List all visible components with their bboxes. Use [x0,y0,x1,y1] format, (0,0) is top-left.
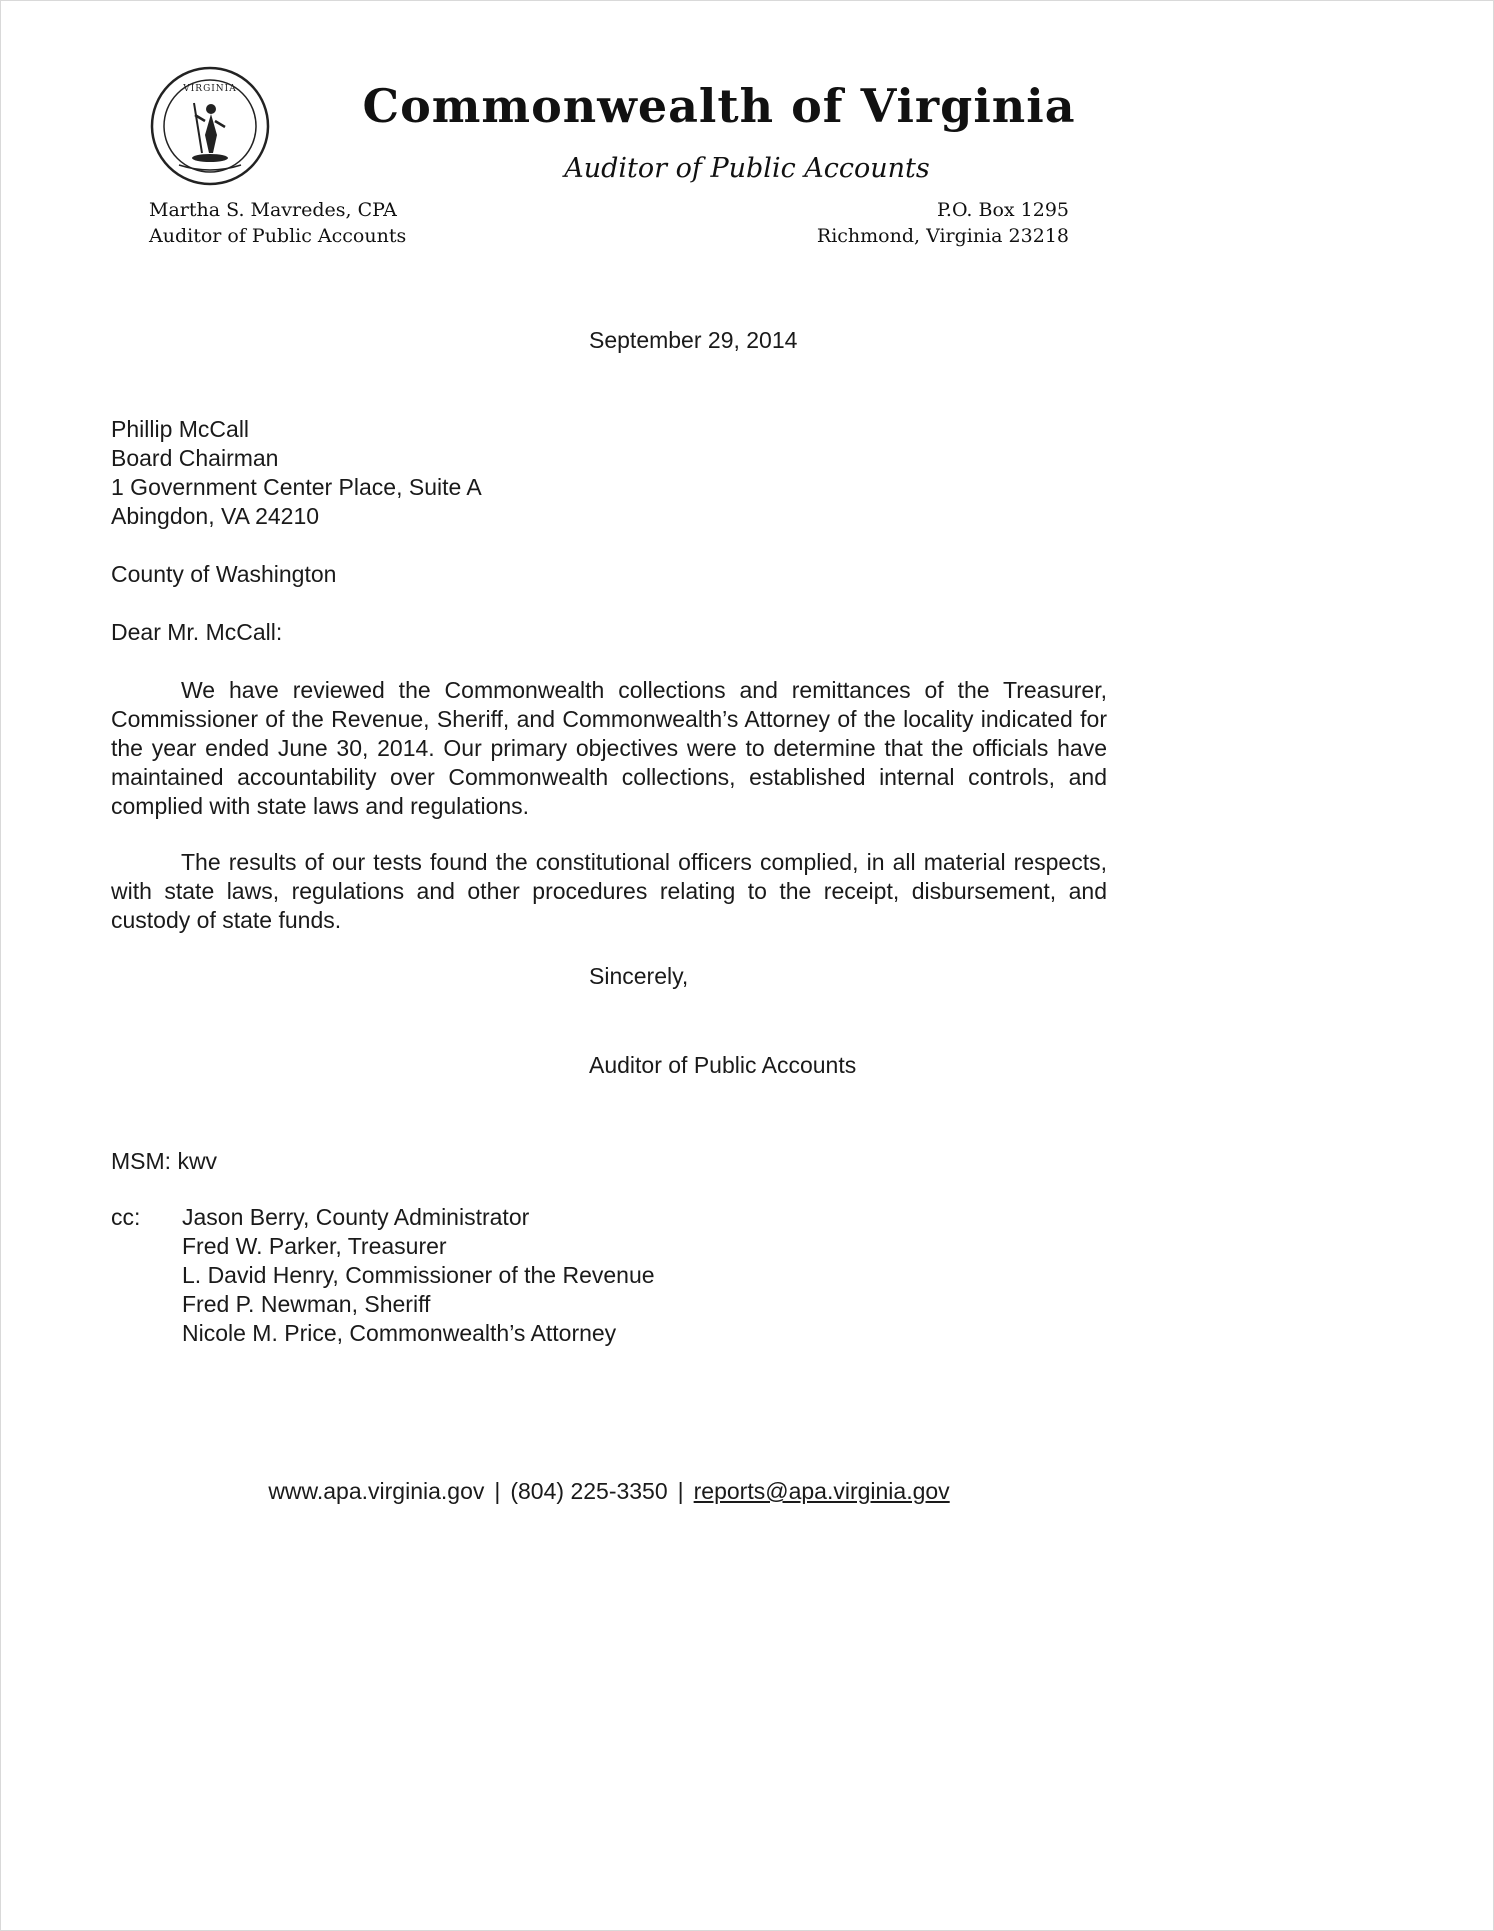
cc-label: cc: [111,1204,141,1230]
body-paragraph: The results of our tests found the constitutional officers complied, in all material respects, with state laws, regulations and other procedures relating to the receipt, disbursement, and custody of state funds. [111,849,1107,933]
cc-item: Fred W. Parker, Treasurer [182,1233,447,1259]
officer-title: Auditor of Public Accounts [149,225,407,247]
salutation: Dear Mr. McCall: [111,619,283,645]
closing: Sincerely, [589,963,689,989]
cc-list [182,1203,655,1348]
org-title: Commonwealth of Virginia [362,79,1076,133]
reference-initials: MSM: kwv [111,1148,218,1174]
recipient-block [111,415,482,531]
org-subtitle: Auditor of Public Accounts [564,153,930,184]
officer-name: Martha S. Mavredes, CPA [149,199,397,221]
body-paragraph: We have reviewed the Commonwealth collections and remittances of the Treasurer, Commissioner of the Revenue, Sheriff, and Commonwealth’s Attorney of the locality indicated for the year ended June 30, 2014. Our primary objectives were to determine that the officials have maintained accountability over Commonwealth collections, established internal controls, and complied with state laws and regulations. [111,677,1107,819]
po-box: P.O. Box 1295 [936,199,1069,221]
cc-item: Jason Berry, County Administrator [182,1204,530,1230]
cc-item: Fred P. Newman, Sheriff [182,1291,431,1317]
officer-block [149,197,406,249]
svg-text:VIRGINIA: VIRGINIA [183,84,237,94]
footer-phone: (804) 225-3350 [510,1478,668,1504]
cc-item: Nicole M. Price, Commonwealth’s Attorney [182,1320,617,1346]
locality-line: County of Washington [111,561,337,587]
recipient-title: Board Chairman [111,445,279,471]
recipient-city: Abingdon, VA 24210 [111,503,320,529]
recipient-street: 1 Government Center Place, Suite A [111,474,482,500]
recipient-name: Phillip McCall [111,416,250,442]
footer-separator: | [677,1478,684,1504]
city-state-zip: Richmond, Virginia 23218 [816,225,1069,247]
letter-date: September 29, 2014 [589,327,798,353]
footer-separator: | [494,1478,501,1504]
footer-website: www.apa.virginia.gov [268,1478,485,1504]
signature-title: Auditor of Public Accounts [589,1052,857,1078]
footer [111,1478,1107,1505]
address-block [817,197,1069,249]
footer-email-link[interactable]: reports@apa.virginia.gov [693,1478,950,1504]
cc-item: L. David Henry, Commissioner of the Revenue [182,1262,655,1288]
cc-block [111,1203,655,1348]
